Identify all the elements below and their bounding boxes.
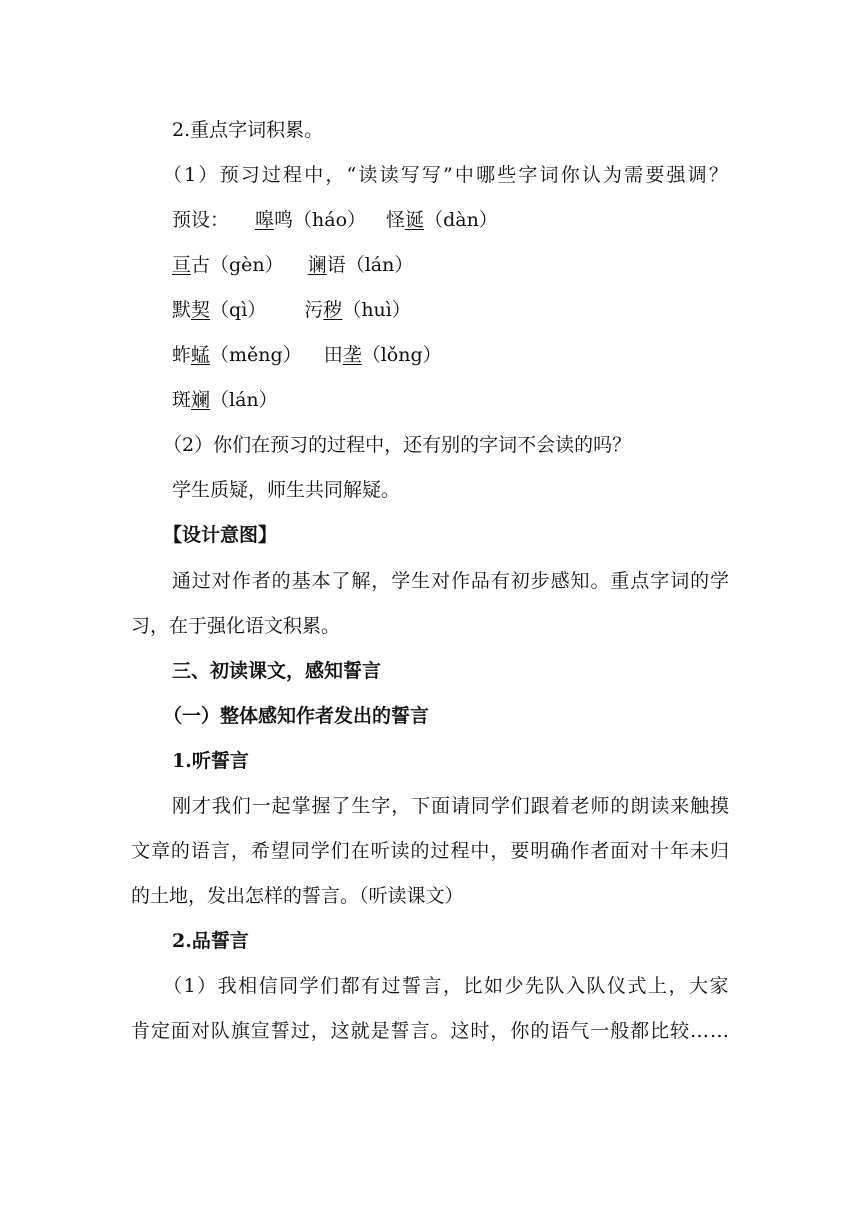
word-dan-char: 诞: [405, 209, 425, 231]
word-line-5: [172, 387, 278, 413]
word-meng-rest: （měng）: [210, 344, 302, 366]
listen-oath-title: 1.听誓言: [172, 750, 249, 772]
word-dan-pre: 怪: [386, 209, 406, 231]
taste-paragraph-line-2: 肯定面对队旗宣誓过，这就是誓言。这时，你的语气一般都比较……: [131, 1020, 730, 1042]
word-long-rest: （lǒng）: [361, 344, 442, 366]
word-lan-rest: 语（lán）: [326, 254, 414, 276]
word-meng-char: 蜢: [191, 344, 211, 366]
word-dan-rest: （dàn）: [424, 209, 498, 231]
word-qi-pre: 默: [172, 299, 192, 321]
word-lan-char: 谰: [307, 254, 327, 276]
preset-line: [172, 207, 498, 233]
design-intent-heading: 【设计意图】: [163, 524, 278, 546]
subsection-1-title: （一）整体感知作者发出的誓言: [163, 705, 430, 727]
item2-title: 2.重点字词积累。: [172, 119, 324, 141]
word-qi-rest: （qì）: [210, 299, 267, 321]
question-1: （1）预习过程中，“读读写写”中哪些字词你认为需要强调？: [163, 164, 730, 186]
word-hao-char: 嗥: [255, 209, 275, 231]
word-line-2: [172, 252, 413, 278]
design-intent-line-1: 通过对作者的基本了解，学生对作品有初步感知。重点字词的学: [172, 570, 730, 592]
preset-label: 预设：: [172, 209, 230, 231]
design-intent-line-2: 习，在于强化语文积累。: [131, 615, 341, 637]
question-2: （2）你们在预习的过程中，还有别的字词不会读的吗？: [163, 434, 632, 456]
question-2-answer: 学生质疑，师生共同解疑。: [172, 479, 401, 501]
word-long-pre: 田: [323, 344, 343, 366]
word-lan2-rest: （lán）: [210, 389, 278, 411]
word-lan2-pre: 斑: [172, 389, 192, 411]
word-meng-pre: 蚱: [172, 344, 192, 366]
taste-paragraph-line-1: （1）我相信同学们都有过誓言，比如少先队入队仪式上，大家: [163, 975, 730, 997]
word-hao-rest: 鸣（háo）: [274, 209, 367, 231]
word-gen-rest: 古（gèn）: [191, 254, 284, 276]
listen-paragraph-line-2: 文章的语言，希望同学们在听读的过程中，要明确作者面对十年未归: [131, 840, 730, 862]
word-line-3: [172, 297, 411, 323]
taste-oath-title: 2.品誓言: [172, 930, 249, 952]
word-line-4: [172, 342, 442, 368]
listen-paragraph-line-3: 的土地，发出怎样的誓言。（听读课文）: [131, 885, 464, 907]
listen-paragraph-line-1: 刚才我们一起掌握了生字，下面请同学们跟着老师的朗读来触摸: [172, 795, 730, 817]
word-qi-char: 契: [191, 299, 211, 321]
word-long-char: 垄: [342, 344, 362, 366]
word-hui-char: 秽: [323, 299, 343, 321]
word-hui-rest: （huì）: [342, 299, 411, 321]
word-gen-char: 亘: [172, 254, 192, 276]
word-lan2-char: 斓: [191, 389, 211, 411]
word-hui-pre: 污: [304, 299, 324, 321]
section-3-title: 三、初读课文，感知誓言: [172, 660, 382, 682]
